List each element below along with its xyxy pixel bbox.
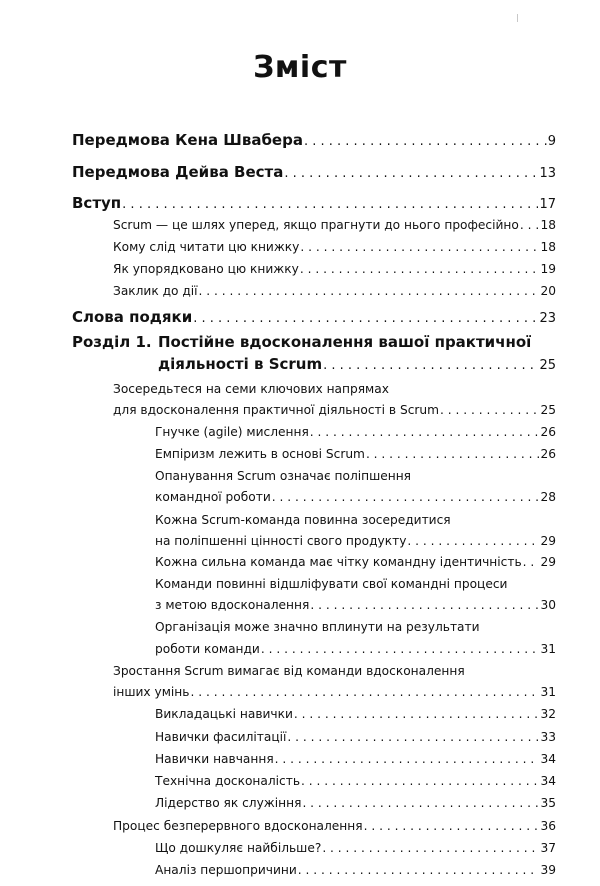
- toc-page-number: 29: [540, 534, 556, 548]
- section-title-line2: для вдосконалення практичної діяльності в Scrum: [113, 403, 440, 417]
- toc-entry-title: Передмова Дейва Веста: [72, 163, 284, 181]
- toc-page-number: 18: [540, 218, 556, 232]
- toc-entry-subsection[interactable]: [155, 841, 556, 855]
- toc-entry-subsection[interactable]: [155, 863, 556, 877]
- toc-page-number: 31: [540, 685, 556, 699]
- toc-page-number: 34: [540, 774, 556, 788]
- toc-entry-title: Слова подяки: [72, 308, 193, 326]
- chapter-title-line1[interactable]: Постійне вдосконалення вашої практичної: [158, 333, 532, 351]
- dot-leader: [322, 841, 539, 855]
- dot-leader: [300, 240, 539, 254]
- toc-page-number: 36: [540, 819, 556, 833]
- toc-entry-title: Викладацькі навички: [155, 707, 293, 721]
- toc-entry-intro-item[interactable]: [113, 218, 556, 232]
- toc-page-number: 26: [540, 425, 556, 439]
- toc-page-number: 31: [540, 642, 556, 656]
- subsection-title-line1[interactable]: Кожна Scrum-команда повинна зосередитися: [155, 513, 451, 527]
- toc-entry-subsection[interactable]: [155, 796, 556, 810]
- toc-entry-subsection[interactable]: [155, 490, 556, 504]
- dot-leader: [407, 534, 539, 548]
- toc-page-number: 35: [540, 796, 556, 810]
- toc-entry-subsection[interactable]: [155, 447, 556, 461]
- toc-entry-section[interactable]: [113, 685, 556, 699]
- toc-page-number: 37: [540, 841, 556, 855]
- toc-page-number: 25: [540, 403, 556, 417]
- toc-page-number: 26: [540, 447, 556, 461]
- toc-entry-title: Кожна сильна команда має чітку командну ідентичність: [155, 555, 522, 569]
- subsection-title-line2: з метою вдосконалення: [155, 598, 310, 612]
- toc-entry-introduction[interactable]: [72, 194, 556, 212]
- toc-entry-subsection[interactable]: [155, 598, 556, 612]
- toc-entry-title: Лідерство як служіння: [155, 796, 302, 810]
- dot-leader: [440, 403, 539, 417]
- toc-entry-section[interactable]: [113, 819, 556, 833]
- toc-entry-subsection[interactable]: [155, 534, 556, 548]
- dot-leader: [275, 752, 540, 766]
- toc-page-number: 13: [539, 166, 556, 181]
- dot-leader: [284, 166, 538, 181]
- dot-leader: [323, 358, 538, 373]
- section-title-line1[interactable]: Зростання Scrum вимагає від команди вдосконалення: [113, 664, 465, 678]
- dot-leader: [520, 218, 540, 232]
- toc-page-number: 25: [539, 358, 556, 373]
- toc-entry-subsection[interactable]: [155, 774, 556, 788]
- toc-entry-title: Кому слід читати цю книжку: [113, 240, 300, 254]
- toc-entry-title: Передмова Кена Швабера: [72, 131, 303, 149]
- dot-leader: [298, 863, 540, 877]
- toc-entry-title: Що дошкуляє найбільше?: [155, 841, 322, 855]
- toc-page-number: 9: [547, 134, 556, 149]
- subsection-title-line2: роботи команди: [155, 642, 260, 656]
- subsection-title-line2: на поліпшенні цінності свого продукту: [155, 534, 407, 548]
- toc-entry-intro-item[interactable]: [113, 284, 556, 298]
- dot-leader: [366, 447, 540, 461]
- toc-entry-section[interactable]: [113, 403, 556, 417]
- subsection-title-line1[interactable]: Організація може значно вплинути на результати: [155, 620, 480, 634]
- toc-entry-title: Процес безперервного вдосконалення: [113, 819, 363, 833]
- dot-leader: [301, 774, 539, 788]
- toc-entry-intro-item[interactable]: [113, 240, 556, 254]
- dot-leader: [523, 555, 540, 569]
- toc-page-number: 20: [540, 284, 556, 298]
- section-title-line2: інших умінь: [113, 685, 190, 699]
- dot-leader: [193, 311, 538, 326]
- toc-entry-title: Заклик до дії: [113, 284, 198, 298]
- toc-page-number: 29: [540, 555, 556, 569]
- subsection-title-line2: командної роботи: [155, 490, 271, 504]
- dot-leader: [310, 598, 539, 612]
- dot-leader: [304, 134, 547, 149]
- toc-entry-subsection[interactable]: [155, 730, 556, 744]
- toc-entry-subsection[interactable]: [155, 707, 556, 721]
- toc-entry-title: Навички навчання: [155, 752, 274, 766]
- toc-entry-chapter1[interactable]: [158, 355, 556, 373]
- toc-page-number: 32: [540, 707, 556, 721]
- toc-page-number: 34: [540, 752, 556, 766]
- page-title: Зміст: [253, 50, 347, 85]
- toc-entry-title: Емпіризм лежить в основі Scrum: [155, 447, 365, 461]
- toc-entry-subsection[interactable]: [155, 555, 556, 569]
- toc-page-number: 17: [539, 197, 556, 212]
- toc-entry-title: Гнучке (agile) мислення: [155, 425, 309, 439]
- toc-page-number: 28: [540, 490, 556, 504]
- toc-entry-title: Scrum — це шлях уперед, якщо прагнути до нього професійно: [113, 218, 519, 232]
- dot-leader: [364, 819, 540, 833]
- toc-page-number: 30: [540, 598, 556, 612]
- dot-leader: [294, 707, 540, 721]
- toc-page-number: 23: [539, 311, 556, 326]
- dot-leader: [190, 685, 539, 699]
- toc-page-number: 33: [540, 730, 556, 744]
- toc-entry-acknowledgements[interactable]: [72, 308, 556, 326]
- toc-entry-subsection[interactable]: [155, 752, 556, 766]
- dot-leader: [272, 490, 540, 504]
- toc-entry-subsection[interactable]: [155, 642, 556, 656]
- toc-page-number: 18: [540, 240, 556, 254]
- toc-entry-title: Навички фасилітації: [155, 730, 287, 744]
- chapter-title-line2: діяльності в Scrum: [158, 355, 323, 373]
- dot-leader: [199, 284, 540, 298]
- toc-page-number: 19: [540, 262, 556, 276]
- dot-leader: [302, 796, 539, 810]
- subsection-title-line1[interactable]: Опанування Scrum означає поліпшення: [155, 469, 412, 483]
- dot-leader: [300, 262, 540, 276]
- toc-entry-title: Аналіз першопричини: [155, 863, 297, 877]
- chapter-label: Розділ 1.: [72, 333, 152, 351]
- section-title-line1[interactable]: Зосередьтеся на семи ключових напрямах: [113, 382, 389, 396]
- toc-entry-title: Як упорядковано цю книжку: [113, 262, 299, 276]
- scan-mark: [517, 14, 518, 22]
- toc-entry-subsection[interactable]: [155, 425, 556, 439]
- toc-entry-foreword-schwaber[interactable]: [72, 131, 556, 149]
- toc-entry-title: Технічна досконалість: [155, 774, 301, 788]
- dot-leader: [310, 425, 540, 439]
- toc-entry-intro-item[interactable]: [113, 262, 556, 276]
- toc-entry-foreword-west[interactable]: [72, 163, 556, 181]
- dot-leader: [261, 642, 540, 656]
- dot-leader: [287, 730, 539, 744]
- subsection-title-line1[interactable]: Команди повинні відшліфувати свої командні процеси: [155, 577, 508, 591]
- dot-leader: [122, 197, 538, 212]
- toc-entry-title: Вступ: [72, 194, 122, 212]
- toc-page-number: 39: [540, 863, 556, 877]
